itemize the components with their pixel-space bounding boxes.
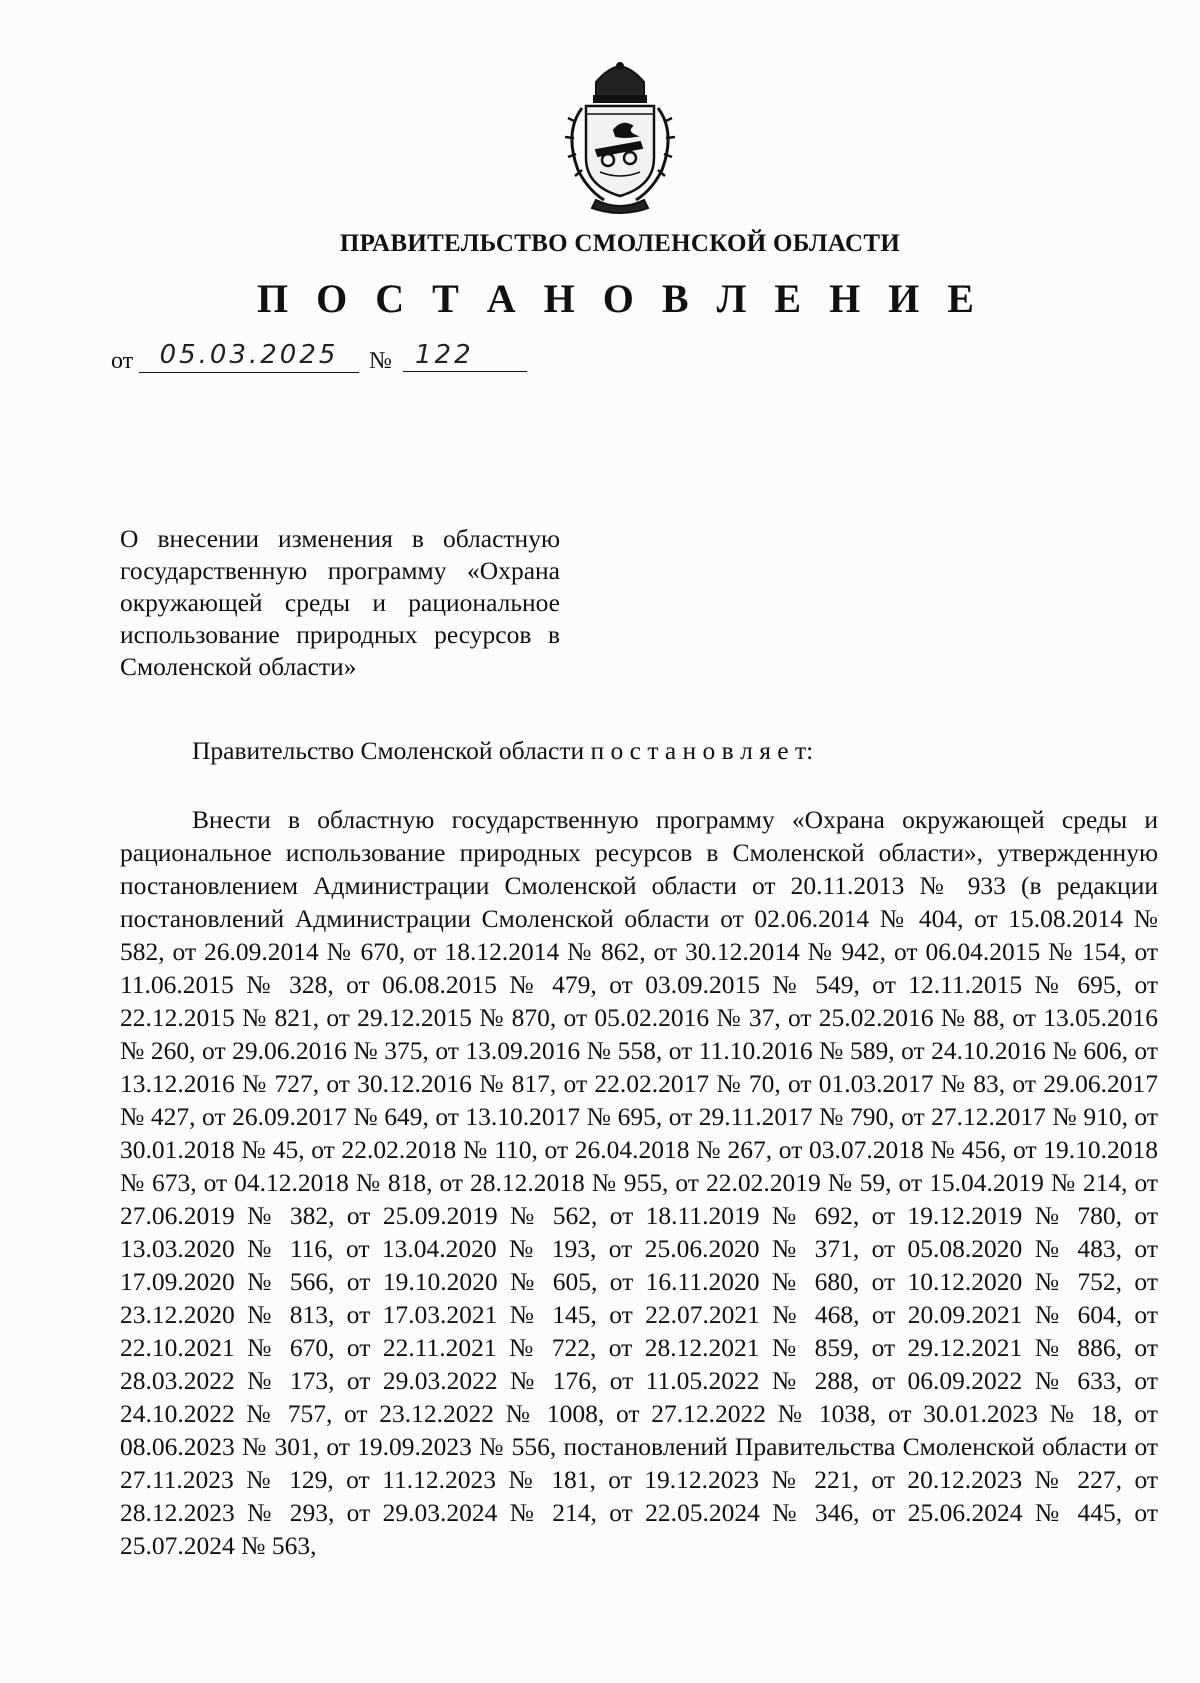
resolve-line: Правительство Смоленской области п о с т а н о в л я е т: [192, 736, 814, 765]
body-paragraph: Внести в областную государственную программу «Охрана окружающей среды и рациональное использование природных ресурсов в Смоленской области», утвержденную постановлением Администрации Смоленской области от 20.11.2013 № 933 (в редакции постановлений Администрации Смоленской области от 02.06.2014 № 404, от 15.08.2014 № 582, от 26.09.2014 № 670, от 18.12.2014 № 862, от 30.12.2014 № 942, от 06.04.2015 № 154, от 11.06.2015 № 328, от 06.08.2015 № 479, от 03.09.2015 № 549, от 12.11.2015 № 695, от 22.12.2015 № 821, от 29.12.2015 № 870, от 05.02.2016 № 37, от 25.02.2016 № 88, от 13.05.2016 № 260, от 29.06.2016 № 375, от 13.09.2016 № 558, от 11.10.2016 № 589, от 24.10.2016 № 606, от 13.12.2016 № 727, от 30.12.2016 № 817, от 22.02.2017 № 70, от 01.03.2017 № 83, от 29.06.2017 № 427, от 26.09.2017 № 649, от 13.10.2017 № 695, от 29.11.2017 № 790, от 27.12.2017 № 910, от 30.01.2018 № 45, от 22.02.2018 № 110, от 26.04.2018 № 267, от 03.07.2018 № 456, от 19.10.2018 № 673, от 04.12.2018 № 818, от 28.12.2018 № 955, от 22.02.2019 № 59, от 15.04.2019 № 214, от 27.06.2019 № 382, от 25.09.2019 № 562, от 18.11.2019 № 692, от 19.12.2019 № 780, от 13.03.2020 № 116, от 13.04.2020 № 193, от 25.06.2020 № 371, от 05.08.2020 № 483, от 17.09.2020 № 566, от 19.10.2020 № 605, от 16.11.2020 № 680, от 10.12.2020 № 752, от 23.12.2020 № 813, от 17.03.2021 № 145, от 22.07.2021 № 468, от 20.09.2021 № 604, от 22.10.2021 № 670, от 22.11.2021 № 722, от 28.12.2021 № 859, от 29.12.2021 № 886, от 28.03.2022 № 173, от 29.03.2022 № 176, от 11.05.2022 № 288, от 06.09.2022 № 633, от 24.10.2022 № 757, от 23.12.2022 № 1008, от 27.12.2022 № 1038, от 30.01.2023 № 18, от 08.06.2023 № 301, от 19.09.2023 № 556, постановлений Правительства Смоленской области от 27.11.2023 № 129, от 11.12.2023 № 181, от 19.12.2023 № 221, от 20.12.2023 № 227, от 28.12.2023 № 293, от 29.03.2024 № 214, от 22.05.2024 № 346, от 25.06.2024 № 445, от 25.07.2024 № 563, [120, 805, 1158, 1560]
date-from-label: от [111, 348, 134, 374]
document-number: 122 [403, 340, 527, 372]
document-subject: О внесении изменения в областную государственную программу «Охрана окружающей среды и рациональное использование природных ресурсов в Смоленской области» [120, 524, 560, 681]
smolensk-coat-of-arms-icon [556, 62, 684, 214]
document-date: 05.03.2025 [139, 340, 359, 373]
document-type: П О С Т А Н О В Л Е Н И Е [257, 276, 983, 321]
number-label: № [369, 348, 392, 374]
government-name: ПРАВИТЕЛЬСТВО СМОЛЕНСКОЙ ОБЛАСТИ [339, 230, 901, 257]
